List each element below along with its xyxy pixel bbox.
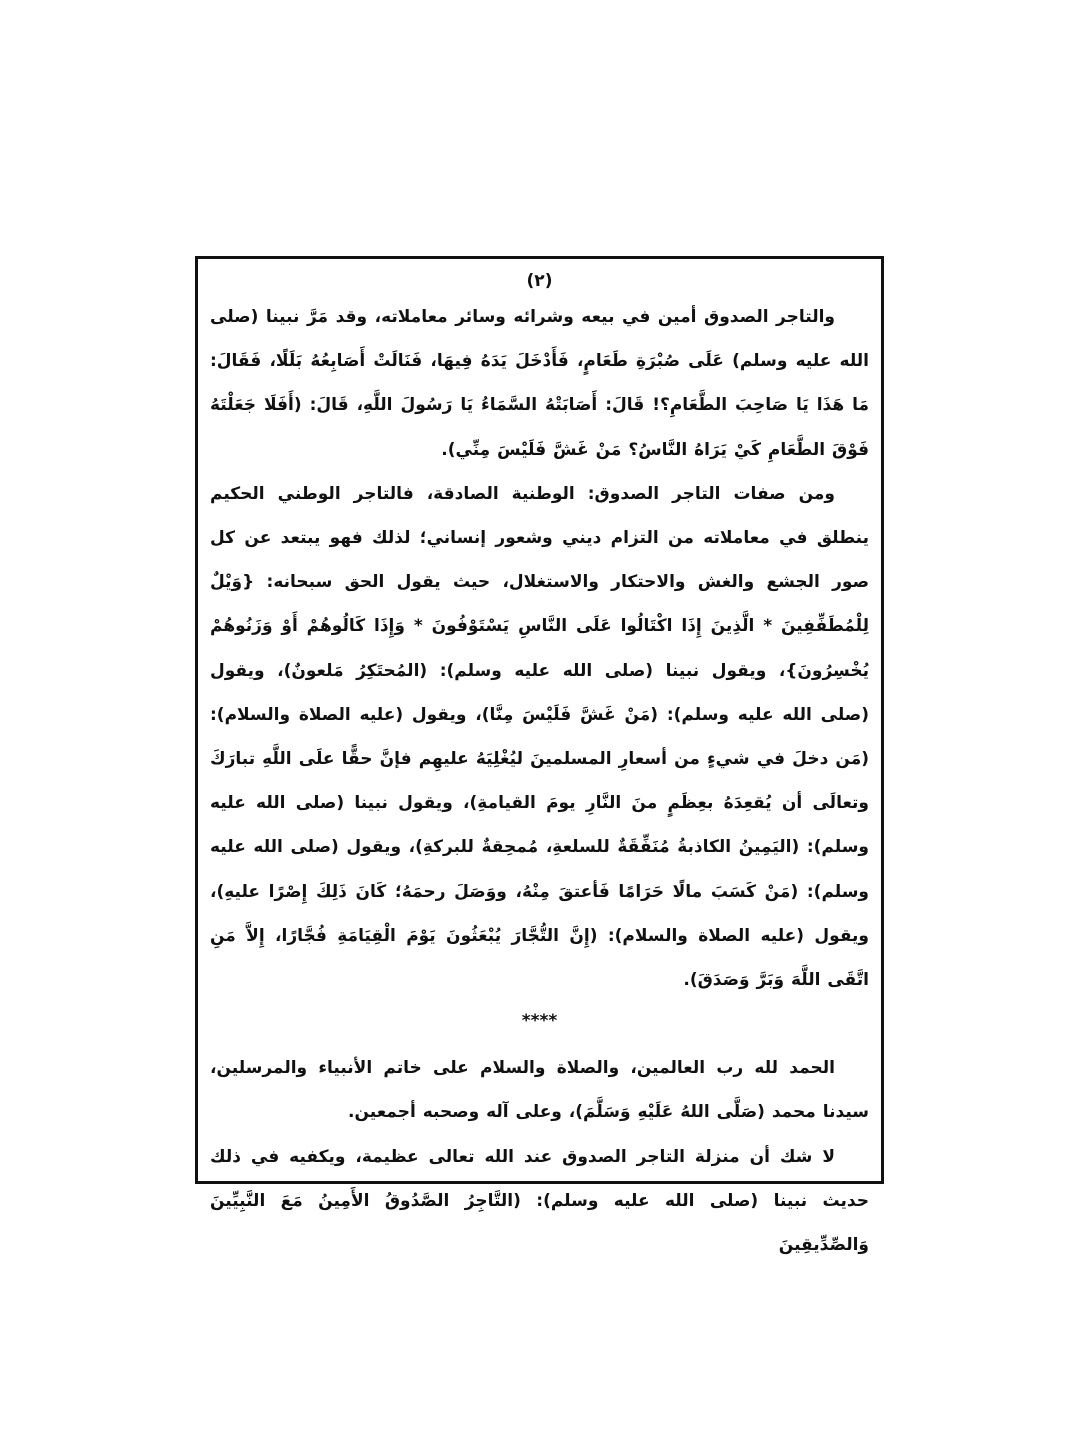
- page-frame: [195, 256, 884, 1256]
- paragraph-merchant-qualities: ومن صفات التاجر الصدوق: الوطنية الصادقة، فالتاجر الوطني الحكيم ينطلق في معاملاته من التزام ديني وشعور إنساني؛ لذلك فهو يبتعد عن كل صور الجشع والغش والاحتكار والاستغلال، حيث يقول الحق سبحانه: {وَيْلٌ لِلْمُطَفِّفِينَ * الَّذِينَ إِذَا اكْتَالُوا عَلَى النَّاسِ يَسْتَوْفُونَ * وَإِذَا كَالُوهُمْ أَوْ وَزَنُوهُمْ يُخْسِرُونَ}، ويقول نبينا (صلى الله عليه وسلم): (المُحتَكِرُ مَلعونٌ)، ويقول (صلى الله عليه وسلم): (مَنْ غَشَّ فَلَيْسَ مِنَّا)، ويقول (عليه الصلاة والسلام): (مَن دخلَ في شيءٍ من أسعارِ المسلمينَ ليُغْلِيَهُ عليهِم فإنَّ حقًّا علَى اللَّهِ تبارَكَ وتعالَى أن يُقعِدَهُ بعِظَمٍ منَ النَّارِ يومَ القيامةِ)، ويقول نبينا (صلى الله عليه وسلم): (اليَمِينُ الكاذبةُ مُنَفِّقَةٌ للسلعةِ، مُمحِقةٌ للبركةِ)، ويقول (صلى الله عليه وسلم): (مَنْ كَسَبَ مالًا حَرَامًا فَأعتقَ مِنْهُ، ووَصَلَ رحمَهُ؛ كَانَ ذَلِكَ إِصْرًا عليهِ)، ويقول (عليه الصلاة والسلام): (إِنَّ التُّجَّارَ يُبْعَثُونَ يَوْمَ الْقِيَامَةِ فُجَّارًا، إِلاَّ مَنِ اتَّقَى اللَّهَ وَبَرَّ وَصَدَقَ).: [210, 483, 869, 991]
- paragraph-praise: الحمد لله رب العالمين، والصلاة والسلام على خاتم الأنبياء والمرسلين، سيدنا محمد (صَلَّى اللهُ عَلَيْهِ وَسَلَّمَ)، وعلى آله وصحبه أجمعين.: [210, 1058, 869, 1123]
- page-number: (٢): [526, 271, 553, 291]
- section-divider: ****: [521, 1011, 558, 1032]
- paragraph-honest-merchant: والتاجر الصدوق أمين في بيعه وشرائه وسائر معاملاته، وقد مَرَّ نبينا (صلى الله عليه وسلم) عَلَى صُبْرَةِ طَعَامٍ، فَأَدْخَلَ يَدَهُ فِيهَا، فَنَالَتْ أَصَابِعُهُ بَلَلًا، فَقَالَ: مَا هَذَا يَا صَاحِبَ الطَّعَامِ؟! قَالَ: أَصَابَتْهُ السَّمَاءُ يَا رَسُولَ اللَّهِ، قَالَ: (أَفَلَا جَعَلْتَهُ فَوْقَ الطَّعَامِ كَيْ يَرَاهُ النَّاسُ؟ مَنْ غَشَّ فَلَيْسَ مِنِّي).: [210, 307, 869, 460]
- paragraph-merchant-status: لا شك أن منزلة التاجر الصدوق عند الله تعالى عظيمة، ويكفيه في ذلك حديث نبينا (صلى الله عليه وسلم): (التَّاجِرُ الصَّدُوقُ الأَمِينُ مَعَ النَّبِيِّينَ وَالصِّدِّيقِينَ: [210, 1146, 869, 1256]
